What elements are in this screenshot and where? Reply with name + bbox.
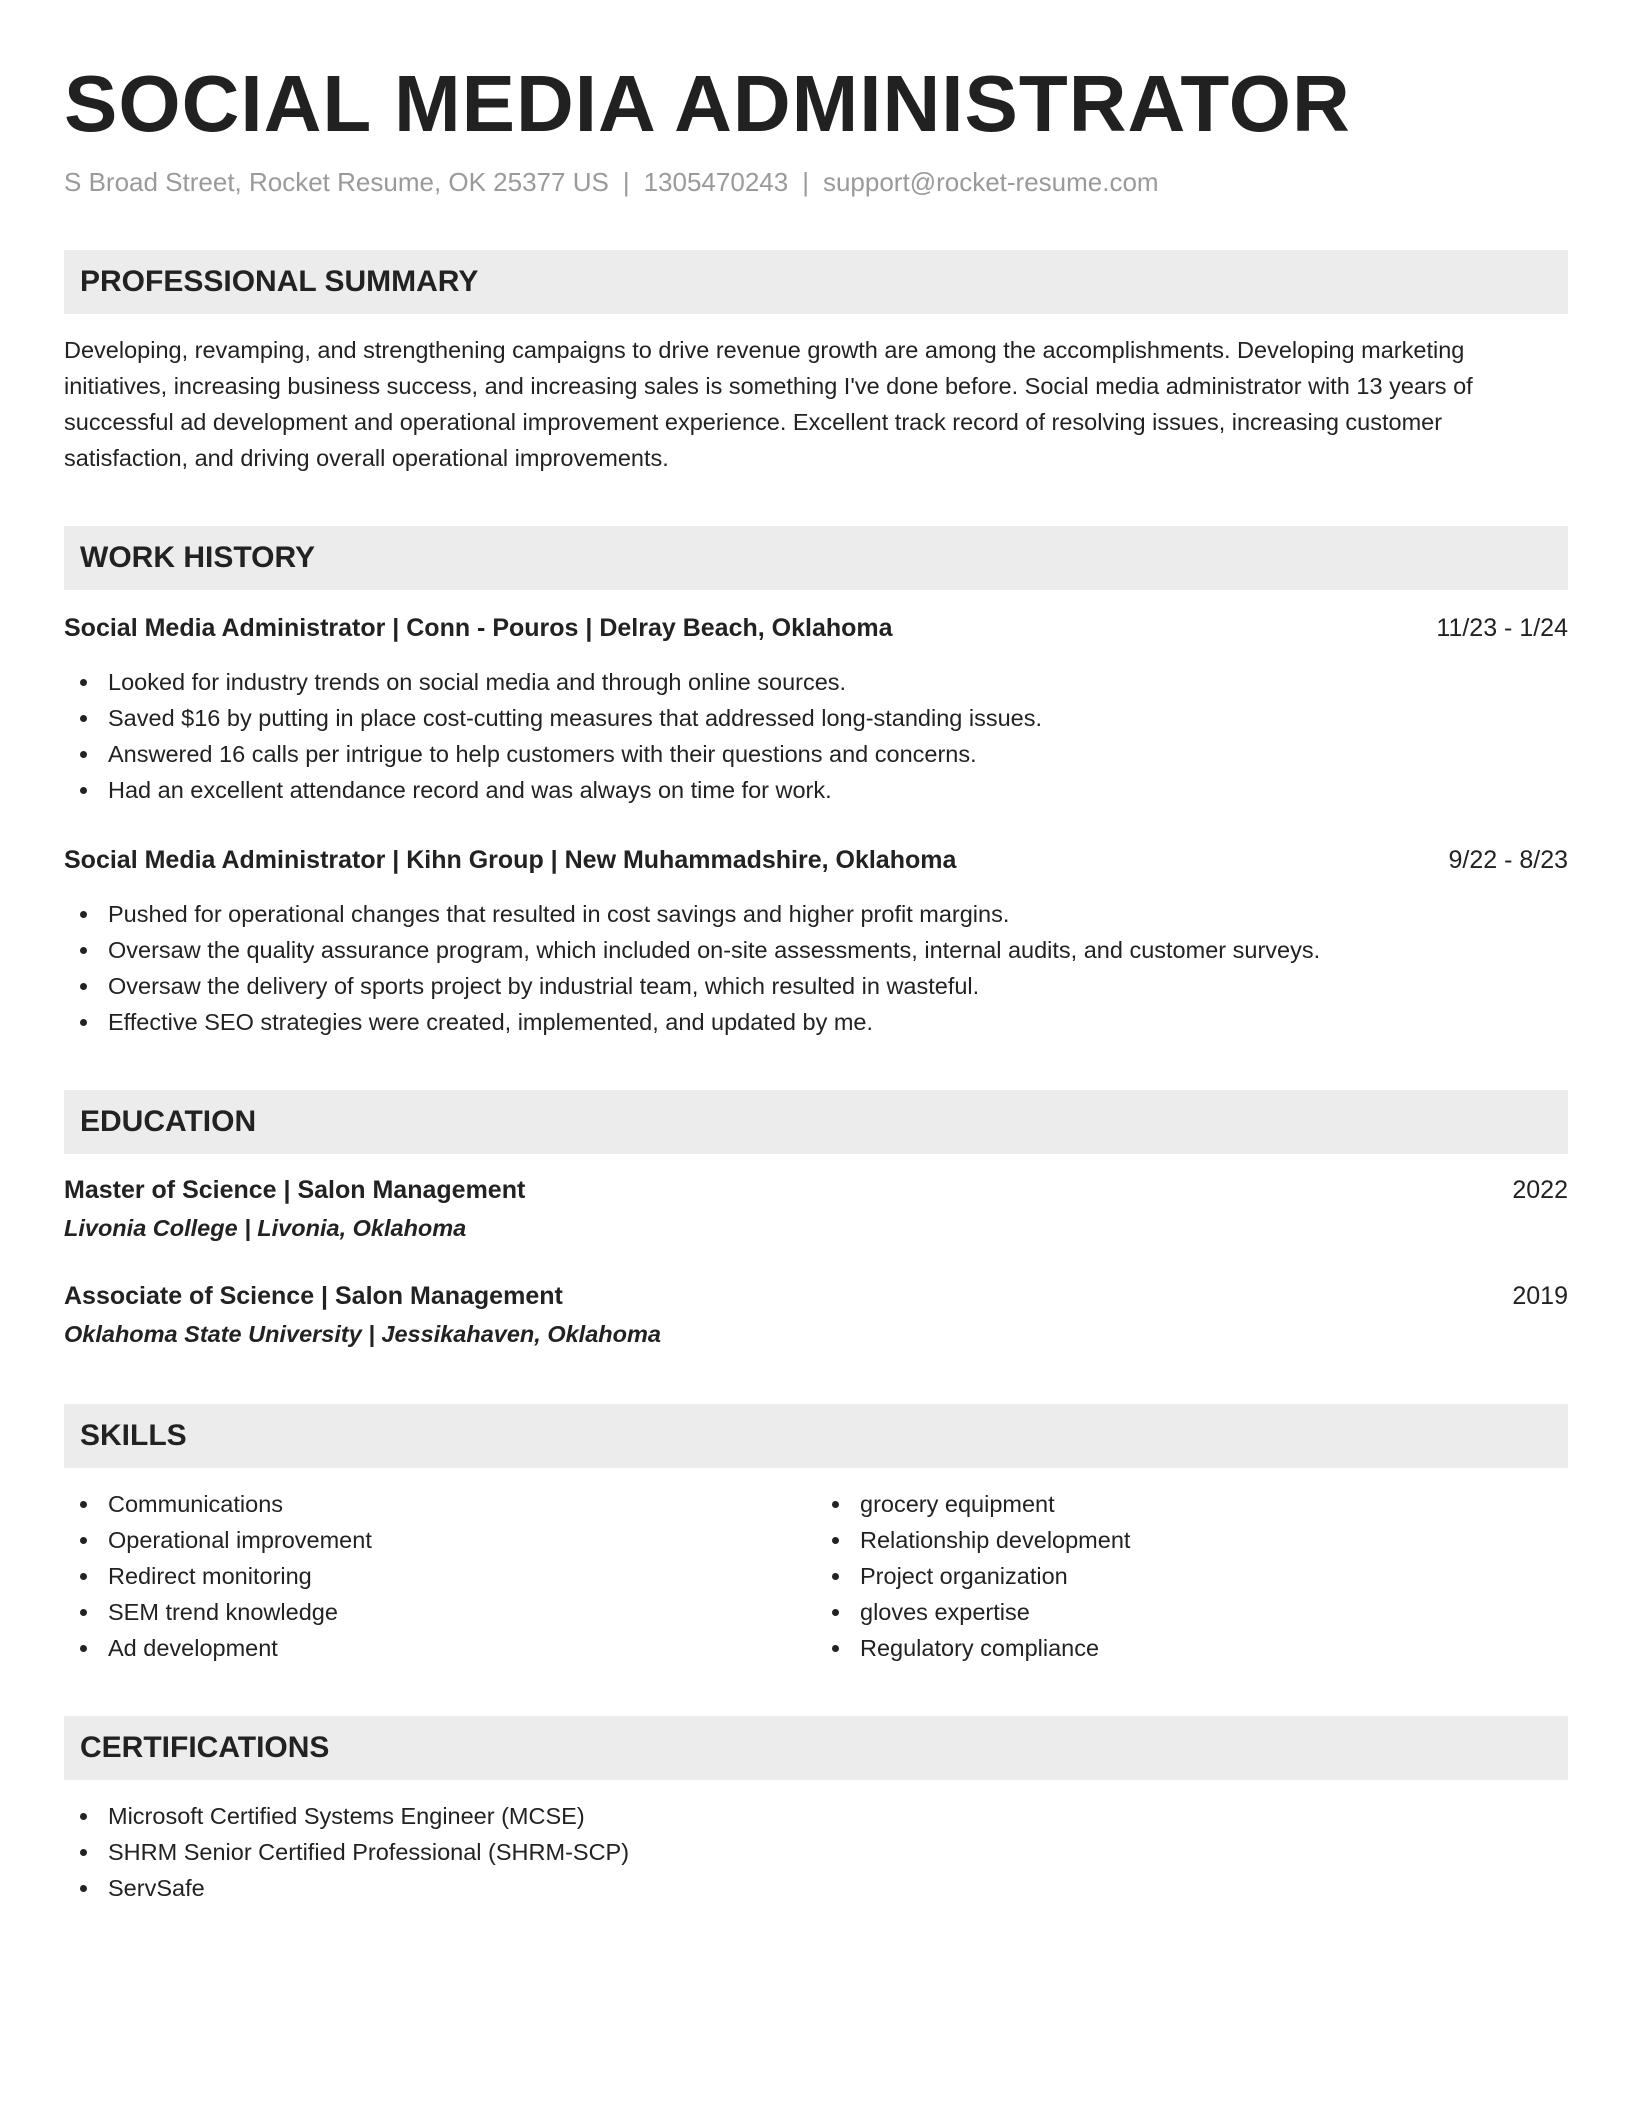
education-header — [64, 1278, 1568, 1314]
certification-item: ServSafe — [64, 1870, 1568, 1906]
contact-phone: 1305470243 — [643, 167, 789, 197]
section-header-certifications: CERTIFICATIONS — [64, 1716, 1568, 1780]
job-entry — [64, 842, 1568, 1040]
job-entry — [64, 610, 1568, 808]
candidate-name: SOCIAL MEDIA ADMINISTRATOR — [64, 59, 1351, 148]
job-header — [64, 610, 1568, 646]
job-bullet: Had an excellent attendance record and was always on time for work. — [64, 772, 1568, 808]
contact-address: S Broad Street, Rocket Resume, OK 25377 US — [64, 167, 609, 197]
education-entry — [64, 1172, 1568, 1248]
job-bullet: Oversaw the delivery of sports project by industrial team, which resulted in wasteful. — [64, 968, 1568, 1004]
education-entry — [64, 1278, 1568, 1354]
summary-text: Developing, revamping, and strengthening campaigns to drive revenue growth are among the accomplishments. Developing marketing initiatives, increasing business success, and increasing sales is something I've done before. Social media administrator with 13 years of successful ad development and operational improvement experience. Excellent track record of resolving issues, increasing customer satisfaction, and driving overall operational improvements. — [64, 337, 1473, 471]
section-header-education: EDUCATION — [64, 1090, 1568, 1154]
job-title: Social Media Administrator | Conn - Pouros | Delray Beach, Oklahoma — [64, 614, 893, 642]
job-bullets — [64, 664, 1568, 808]
job-bullet: Looked for industry trends on social media and through online sources. — [64, 664, 1568, 700]
contact-email: support@rocket-resume.com — [822, 167, 1159, 197]
education-year: 2019 — [1512, 1282, 1568, 1310]
education-school: Livonia College | Livonia, Oklahoma — [64, 1215, 467, 1241]
skill-item: Regulatory compliance — [816, 1630, 1568, 1666]
education-header — [64, 1172, 1568, 1208]
skill-item: Operational improvement — [64, 1522, 816, 1558]
job-title: Social Media Administrator | Kihn Group | New Muhammadshire, Oklahoma — [64, 846, 957, 874]
certification-item: SHRM Senior Certified Professional (SHRM-SCP) — [64, 1834, 1568, 1870]
job-bullet: Answered 16 calls per intrigue to help customers with their questions and concerns. — [64, 736, 1568, 772]
contact-separator: | — [802, 167, 809, 197]
certification-item: Microsoft Certified Systems Engineer (MCSE) — [64, 1798, 1568, 1834]
skill-item: Project organization — [816, 1558, 1568, 1594]
skill-item: Redirect monitoring — [64, 1558, 816, 1594]
skill-item: gloves expertise — [816, 1594, 1568, 1630]
skills-column-right — [816, 1486, 1568, 1666]
certifications-list — [64, 1798, 1568, 1906]
skill-item: grocery equipment — [816, 1486, 1568, 1522]
skill-item: SEM trend knowledge — [64, 1594, 816, 1630]
job-bullet: Pushed for operational changes that resulted in cost savings and higher profit margins. — [64, 896, 1568, 932]
education-year: 2022 — [1512, 1176, 1568, 1204]
job-bullet: Effective SEO strategies were created, implemented, and updated by me. — [64, 1004, 1568, 1040]
contact-separator: | — [622, 167, 630, 197]
skill-item: Ad development — [64, 1630, 816, 1666]
skill-item: Relationship development — [816, 1522, 1568, 1558]
skills-columns — [64, 1486, 1568, 1666]
education-school: Oklahoma State University | Jessikahaven, Oklahoma — [64, 1321, 661, 1347]
section-header-work-history: WORK HISTORY — [64, 526, 1568, 590]
skill-item: Communications — [64, 1486, 816, 1522]
contact-line — [64, 164, 1568, 200]
job-dates: 9/22 - 8/23 — [1448, 846, 1568, 874]
job-bullets — [64, 896, 1568, 1040]
job-header — [64, 842, 1568, 878]
education-degree: Associate of Science | Salon Management — [64, 1282, 563, 1310]
section-header-summary: PROFESSIONAL SUMMARY — [64, 250, 1568, 314]
job-bullet: Saved $16 by putting in place cost-cutting measures that addressed long-standing issues. — [64, 700, 1568, 736]
education-degree: Master of Science | Salon Management — [64, 1176, 526, 1204]
section-header-skills: SKILLS — [64, 1404, 1568, 1468]
skills-column-left — [64, 1486, 816, 1666]
job-bullet: Oversaw the quality assurance program, which included on-site assessments, internal audits, and customer surveys. — [64, 932, 1568, 968]
job-dates: 11/23 - 1/24 — [1436, 614, 1568, 642]
